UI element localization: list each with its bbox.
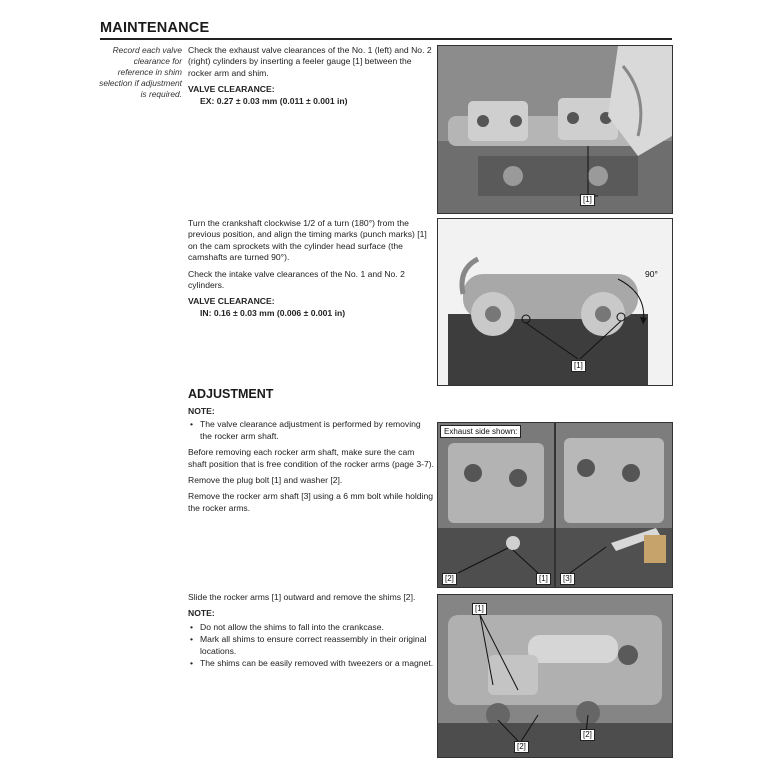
exhaust-feeler-gauge-illustration <box>438 46 672 213</box>
figure4-callout-2-left: [2] <box>514 741 529 753</box>
cam-sprocket-illustration <box>438 219 672 385</box>
figure4-callout-2-right: [2] <box>580 729 595 741</box>
section-exhaust-check <box>188 45 434 107</box>
list-item: • The shims can be easily removed with tweezers or a magnet. <box>200 658 434 669</box>
intake-spec-label: VALVE CLEARANCE: <box>188 296 275 307</box>
figure3-callout-1: [1] <box>536 573 551 585</box>
exhaust-spec-value: EX: 0.27 ± 0.03 mm (0.011 ± 0.001 in) <box>200 95 348 106</box>
rocker-shaft-removal-text: Remove the rocker arm shaft [3] using a 6 mm bolt while holding the rocker arms. <box>188 491 434 513</box>
list-item: • Mark all shims to ensure correct reassembly in their original locations. <box>200 634 434 657</box>
figure4-callout-1: [1] <box>472 603 487 615</box>
figure2-callout-1: [1] <box>571 360 586 372</box>
figure2-angle-label: 90° <box>645 269 658 279</box>
shim-removal-photo <box>437 594 673 758</box>
adjustment-note-label: NOTE: <box>188 406 215 416</box>
adjustment-heading: ADJUSTMENT <box>188 387 274 401</box>
figure3-caption: Exhaust side shown: <box>440 425 521 438</box>
list-item: • Do not allow the shims to fall into the crankcase. <box>200 622 434 633</box>
section-adjustment <box>188 406 434 519</box>
figure1-callout-1: [1] <box>580 194 595 206</box>
exhaust-feeler-gauge-photo <box>437 45 673 214</box>
shim-removal-illustration <box>438 595 672 757</box>
intake-spec-value: IN: 0.16 ± 0.03 mm (0.006 ± 0.001 in) <box>200 307 346 318</box>
side-note: Record each valve clearance for reference in shim selection if adjustment is required. <box>99 45 182 99</box>
intake-check-text: Check the intake valve clearances of the No. 1 and No. 2 cylinders. <box>188 268 405 291</box>
figure3-callout-2: [2] <box>442 573 457 585</box>
adjustment-note-list <box>188 419 434 442</box>
plug-bolt-text: Remove the plug bolt [1] and washer [2]. <box>188 475 343 486</box>
plug-bolt-illustration <box>438 423 554 587</box>
rocker-shaft-precheck-text: Before removing each rocker arm shaft, make sure the cam shaft position that is free condition of the rocker arms (page 3-7). <box>188 447 435 469</box>
intake-turn-text: Turn the crankshaft clockwise 1/2 of a turn (180°) from the previous position, and align the timing marks (punch marks) [1] on the cam sprockets with the cylinder head surface (the camshafts are turned 90°). <box>188 218 427 263</box>
exhaust-intro-text: Check the exhaust valve clearances of the No. 1 (left) and No. 2 (right) cylinders by inserting a feeler gauge [1] between the rocker arm and shim. <box>188 45 432 78</box>
section-shim-removal <box>188 592 434 674</box>
rocker-shaft-illustration <box>556 423 672 587</box>
shim-removal-text: Slide the rocker arms [1] outward and remove the shims [2]. <box>188 592 416 602</box>
section-intake-check <box>188 218 434 319</box>
page-title: MAINTENANCE <box>100 20 210 36</box>
list-item: • The valve clearance adjustment is performed by removing the rocker arm shaft. <box>200 419 434 442</box>
exhaust-spec-label: VALVE CLEARANCE: <box>188 84 275 95</box>
shim-note-label: NOTE: <box>188 608 215 619</box>
rocker-shaft-photo <box>555 422 673 588</box>
plug-bolt-photo <box>437 422 555 588</box>
header-divider <box>100 38 672 40</box>
figure3-callout-3: [3] <box>560 573 575 585</box>
cam-sprocket-timing-photo <box>437 218 673 386</box>
shim-note-list <box>188 622 434 670</box>
